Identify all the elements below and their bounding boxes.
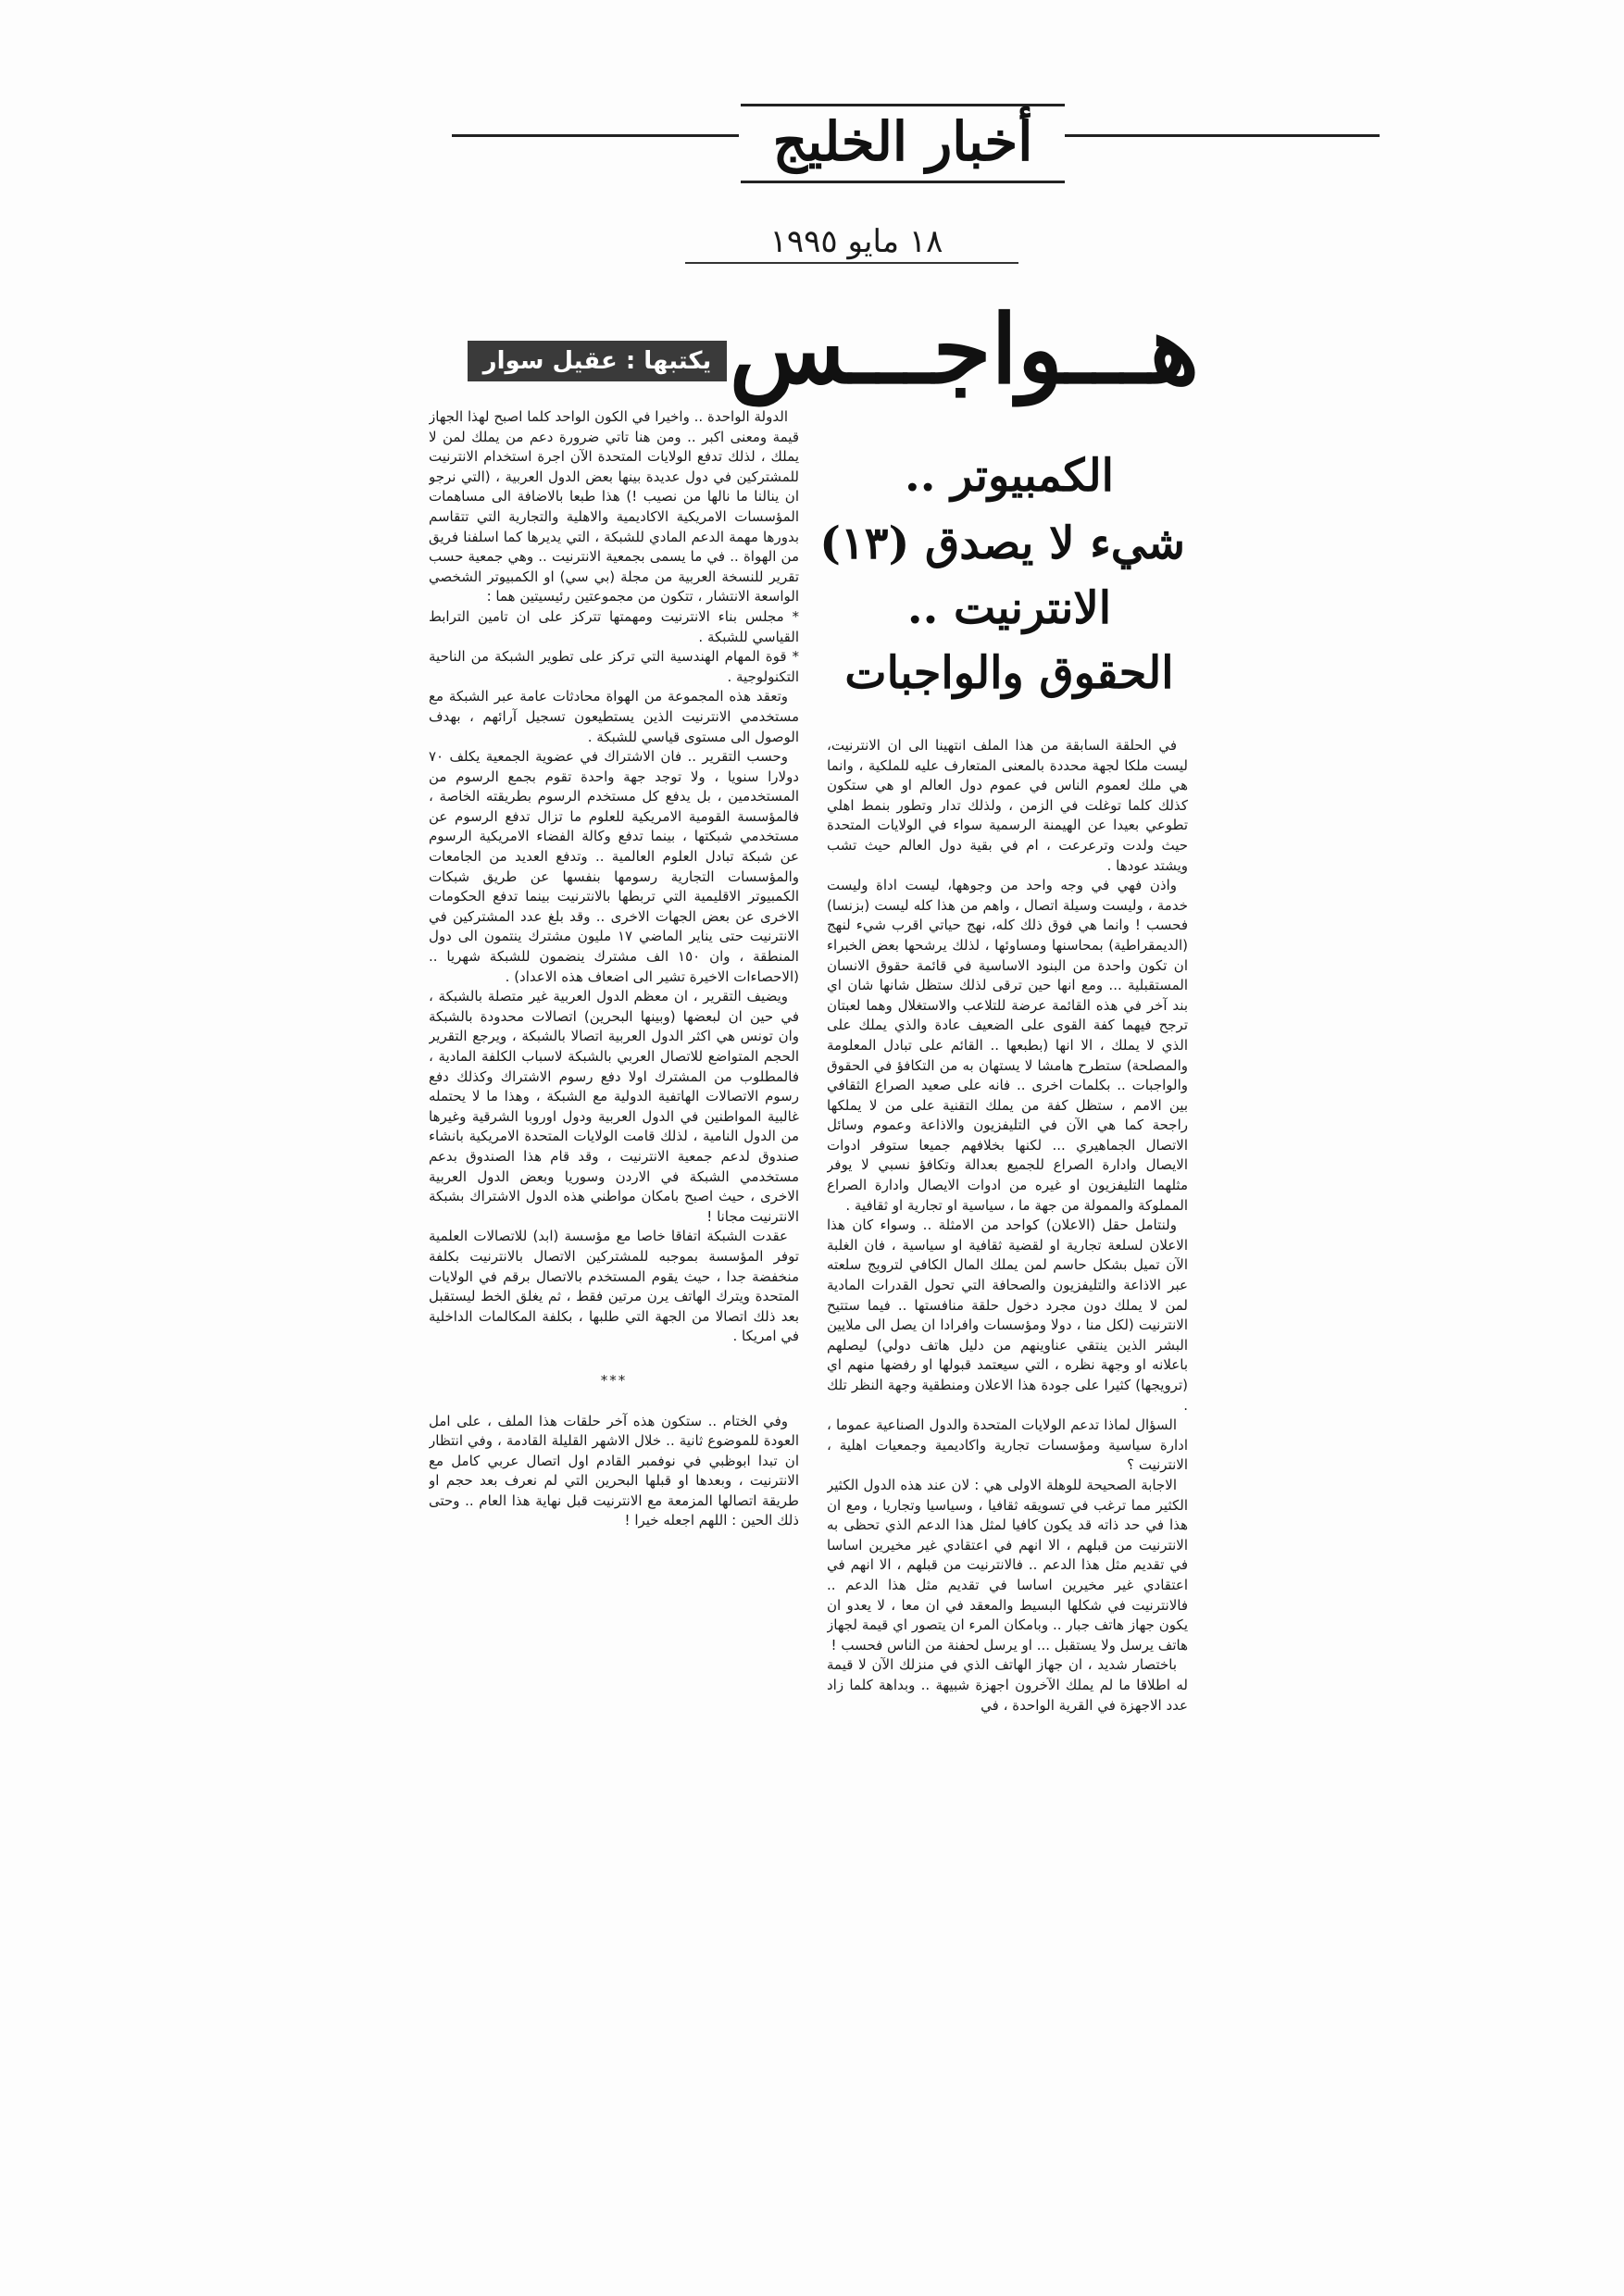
byline: يكتبها : عقيل سوار bbox=[468, 341, 727, 381]
masthead-rule-right bbox=[1065, 134, 1380, 137]
section-separator: *** bbox=[600, 1371, 628, 1389]
issue-date: ١٨ مايو ١٩٩٥ bbox=[769, 223, 943, 260]
article-paragraph: واذن فهي في وجه واحد من وجوهها، ليست اداة وليست خدمة ، وليست وسيلة اتصال ، واهم من هذا كله ليست (بزنسا) فحسب ! وانما هي فوق ذلك كله، نهج حياتي اقرب شيء لنهج (الديمقراطية) بمحاسنها ومساوئها ، لذلك يرشحها بعض الخبراء ان تكون واحدة من البنود الاساسية في قائمة حقوق الانسان المستقبلية ... ومع انها حين ترقى لذلك ستظل شانها شان اي بند آخر في هذه القائمة عرضة للتلاعب والاستغلال وهما لعبتان ترجح فيهما كفة القوى على الضعيف عادة والذي يملك على الذي لا يملك ، الا انها (بطبعها .. القائم على تبادل المعلومة والمصلحة) ستطرح هامشا لا يستهان به من التكافؤ في الحقوق والواجبات .. بكلمات اخرى .. فانه على صعيد الصراع الثقافي بين الامم ، ستظل كفة من يملك التقنية على من لا يملكها راجحة كما هي الآن في التليفزيون والاذاعة وعموم وسائل الاتصال الجماهيري ... لكنها بخلافهم جميعا ستوفر ادوات الايصال وادارة الصراع للجميع بعدالة وتكافؤ نسبي لا يوفر مثلهما التليفزيون او غيره من ادوات الايصال وادارة الصراع المملوكة والممولة من جهة ما ، سياسية او تجارية او ثقافية . bbox=[827, 877, 1188, 1214]
date-underline bbox=[685, 262, 1018, 264]
headline-line-1: الكمبيوتر .. bbox=[905, 450, 1114, 502]
article-column-left bbox=[429, 407, 799, 1791]
article-paragraph: عقدت الشبكة اتفاقا خاصا مع مؤسسة (ابد) للاتصالات العلمية توفر المؤسسة بموجبه للمشتركين الاتصال بالانترنيت بكلفة منخفضة جدا ، حيث يقوم المستخدم بالاتصال برقم في الولايات المتحدة ويترك الهاتف يرن مرتين فقط ، ثم يغلق الخط ليستقبل بعد ذلك اتصالا من الجهة التي طلبها ، بكلفة المكالمات الداخلية في امريكا . bbox=[429, 1228, 799, 1345]
article-paragraph: الدولة الواحدة .. واخيرا في الكون الواحد كلما اصبح لهذا الجهاز قيمة ومعنى اكبر .. ومن هنا تاتي ضرورة دعم من يملك لمن لا يملك ، لذلك تدفع الولايات المتحدة الآن اجرة استخدام الانترنيت للمشتركين في دول عديدة بينها بعض الدول العربية ، (التي نرجو ان ينالنا ما نالها من نصيب !) هذا طبعا بالاضافة الى مساهمات المؤسسات الامريكية الاكاديمية والاهلية والتجارية التي تتقاسم بدورها مهمة الدعم المادي للشبكة ، التي يديرها كما اسلفنا فريق من الهواة .. في ما يسمى بجمعية الانترنيت .. وهي جمعية حسب تقرير للنسخة العربية من مجلة (بي سي) او الكمبيوتر الشخصي الواسعة الانتشار ، تتكون من مجموعتين رئيسيتين هما : bbox=[429, 408, 799, 605]
masthead-rule-left bbox=[452, 134, 739, 137]
headline-line-2: شيء لا يصدق (١٣) bbox=[819, 518, 1185, 569]
article-paragraph: ولنتامل حقل (الاعلان) كواحد من الامثلة .. وسواء كان هذا الاعلان لسلعة تجارية او لقضية ثقافية او سياسية ، فان الغلبة الآن تميل بشكل حاسم لمن يملك المال الكافي لترويج سلعته عبر الاذاعة والتليفزيون والصحافة التي تحول القدرات المادية لمن لا يملك دون مجرد دخول حلقة منافستها .. فيما ستتيح الانترنيت (لكل منا ، دولا ومؤسسات وافرادا ان يصل الى ملايين البشر الذين ينتقي عناوينهم من دليل هاتف دولي) ليصلهم باعلانه او وجهة نظره ، التي سيعتمد قبولها او رفضها منهم اي (ترويجها) كثيرا على جودة هذا الاعلان ومنطقية وجهة النظر تلك . bbox=[827, 1217, 1188, 1414]
headline-line-4: الحقوق والواجبات bbox=[844, 647, 1174, 699]
article-bullet: * قوة المهام الهندسية التي تركز على تطوير الشبكة من الناحية التكنولوجية . bbox=[429, 648, 799, 685]
article-paragraph: ويضيف التقرير ، ان معظم الدول العربية غير متصلة بالشبكة ، في حين ان لبعضها (وبينها البحرين) اتصالات محدودة بالشبكة وان تونس هي اكثر الدول العربية اتصالا بالشبكة ، ويرجع التقرير الحجم المتواضع للاتصال العربي بالشبكة لاسباب الكلفة المادية ، فالمطلوب من المشترك اولا دفع رسوم الاشتراك وكذلك دفع رسوم الاتصالات الهاتفية الدولية مع الشبكة ، وهذا ما لا يحتمله غالبية المواطنين في الدول العربية ودول اوروبا الشرقية وغيرها من الدول النامية ، لذلك قامت الولايات المتحدة الامريكية بانشاء صندوق لدعم جمعية الانترنيت ، وقد قام هذا الصندوق بدعم مستخدمي الشبكة في الاردن وسوريا وبعض الدول العربية الاخرى ، حيث اصبح بامكان مواطني هذه الدول الاشتراك بشبكة الانترنيت مجانا ! bbox=[429, 988, 799, 1225]
headline-line-3: الانترنيت .. bbox=[906, 582, 1112, 634]
article-paragraph: وتعقد هذه المجموعة من الهواة محادثات عامة عبر الشبكة مع مستخدمي الانترنيت الذين يستطيعون تسجيل آرائهم ، بهدف الوصول الى مستوى قياسي للشبكة . bbox=[429, 688, 799, 745]
closing-paragraph: وفي الختام .. ستكون هذه آخر حلقات هذا الملف ، على امل العودة للموضوع ثانية .. خلال الاشهر القليلة القادمة ، وفي انتظار ان تبدا ابوظبي في نوفمبر القادم اول اتصال عربي كامل مع الانترنيت ، وبعدها او قبلها البحرين التي لم نعرف بعد حجم او طريقة اتصالها المزمعة مع الانترنيت قبل نهاية هذا العام .. وحتى ذلك الحين : اللهم اجعله خيرا ! bbox=[429, 1412, 799, 1529]
article-bullet: * مجلس بناء الانترنيت ومهمتها تتركز على ان تامين الترابط القياسي للشبكة . bbox=[429, 607, 799, 645]
article-paragraph: باختصار شديد ، ان جهاز الهاتف الذي في منزلك الآن لا قيمة له اطلاقا ما لم يملك الآخرون اجهزة شبيهة .. وبداهة كلما زاد عدد الاجهزة في القرية الواحدة ، في bbox=[827, 1656, 1188, 1714]
article-paragraph: السؤال لماذا تدعم الولايات المتحدة والدول الصناعية عموما ، ادارة سياسية ومؤسسات تجارية واكاديمية وجمعيات اهلية ، الانترنيت ؟ bbox=[827, 1416, 1188, 1474]
article-column-right bbox=[827, 736, 1188, 1791]
column-heading: هـــواجـــس bbox=[729, 294, 1199, 406]
article-paragraph: في الحلقة السابقة من هذا الملف انتهينا الى ان الانترنيت، ليست ملكا لجهة محددة بالمعنى المتعارف عليه للملكية ، وانما هي ملك لعموم الناس في عموم دول العالم او هي ستكون كذلك كلما توغلت في الزمن ، ولذلك تدار وتطور بنمط اهلي تطوعي بعيدا عن الهيمنة الرسمية سواء في الولايات المتحدة حيث ولدت وترعرعت ، ام في بقية دول العالم حيث تشب ويشتد عودها . bbox=[827, 737, 1188, 874]
article-paragraph: الاجابة الصحيحة للوهلة الاولى هي : لان عند هذه الدول الكثير الكثير مما ترغب في تسويقه ثقافيا ، وسياسيا وتجاريا ، ومع ان هذا في حد ذاته قد يكون كافيا لمثل هذا الدعم الذي تحظى به الانترنيت من قبلهم ، الا انهم في اعتقادي غير مخيرين اساسا في تقديم مثل هذا الدعم .. فالانترنيت من قبلهم ، الا انهم في اعتقادي غير مخيرين اساسا في تقديم مثل هذا الدعم .. فالانترنيت في شكلها البسيط والمعقد في ان معا ، لا يعدو ان يكون جهاز هاتف جبار .. وبامكان المرء ان يتصور اي قيمة لجهاز هاتف يرسل ولا يستقبل ... او يرسل لحفنة من الناس فحسب ! bbox=[827, 1476, 1188, 1653]
newspaper-masthead: أخبار الخليج bbox=[741, 104, 1065, 183]
article-paragraph: وحسب التقرير .. فان الاشتراك في عضوية الجمعية يكلف ٧٠ دولارا سنويا ، ولا توجد جهة واحدة تقوم بجمع الرسوم من المستخدمين ، بل يدفع كل مستخدم الرسوم بطريقته الخاصة ، فالمؤسسة القومية الامريكية للعلوم ما تزال تدفع الرسوم عن مستخدمي شبكتها ، بينما تدفع وكالة الفضاء الامريكية الرسوم عن شبكة تبادل العلوم العالمية .. وتدفع العديد من الجامعات والمؤسسات التجارية رسومها بنفسها عن طريق شبكات الكمبيوتر الاقليمية التي تربطها بالانترنيت بينما تدفع الحكومات الاخرى عن بعض الجهات الاخرى .. وقد بلغ عدد المشتركين في الانترنيت حتى يناير الماضي ١٧ مليون مشترك ينتمون الى دول المنطقة ، وان ١٥٠ الف مشترك ينضمون للشبكة شهريا .. (الاحصاءات الاخيرة تشير الى اضعاف هذه الاعداد) . bbox=[429, 748, 799, 985]
